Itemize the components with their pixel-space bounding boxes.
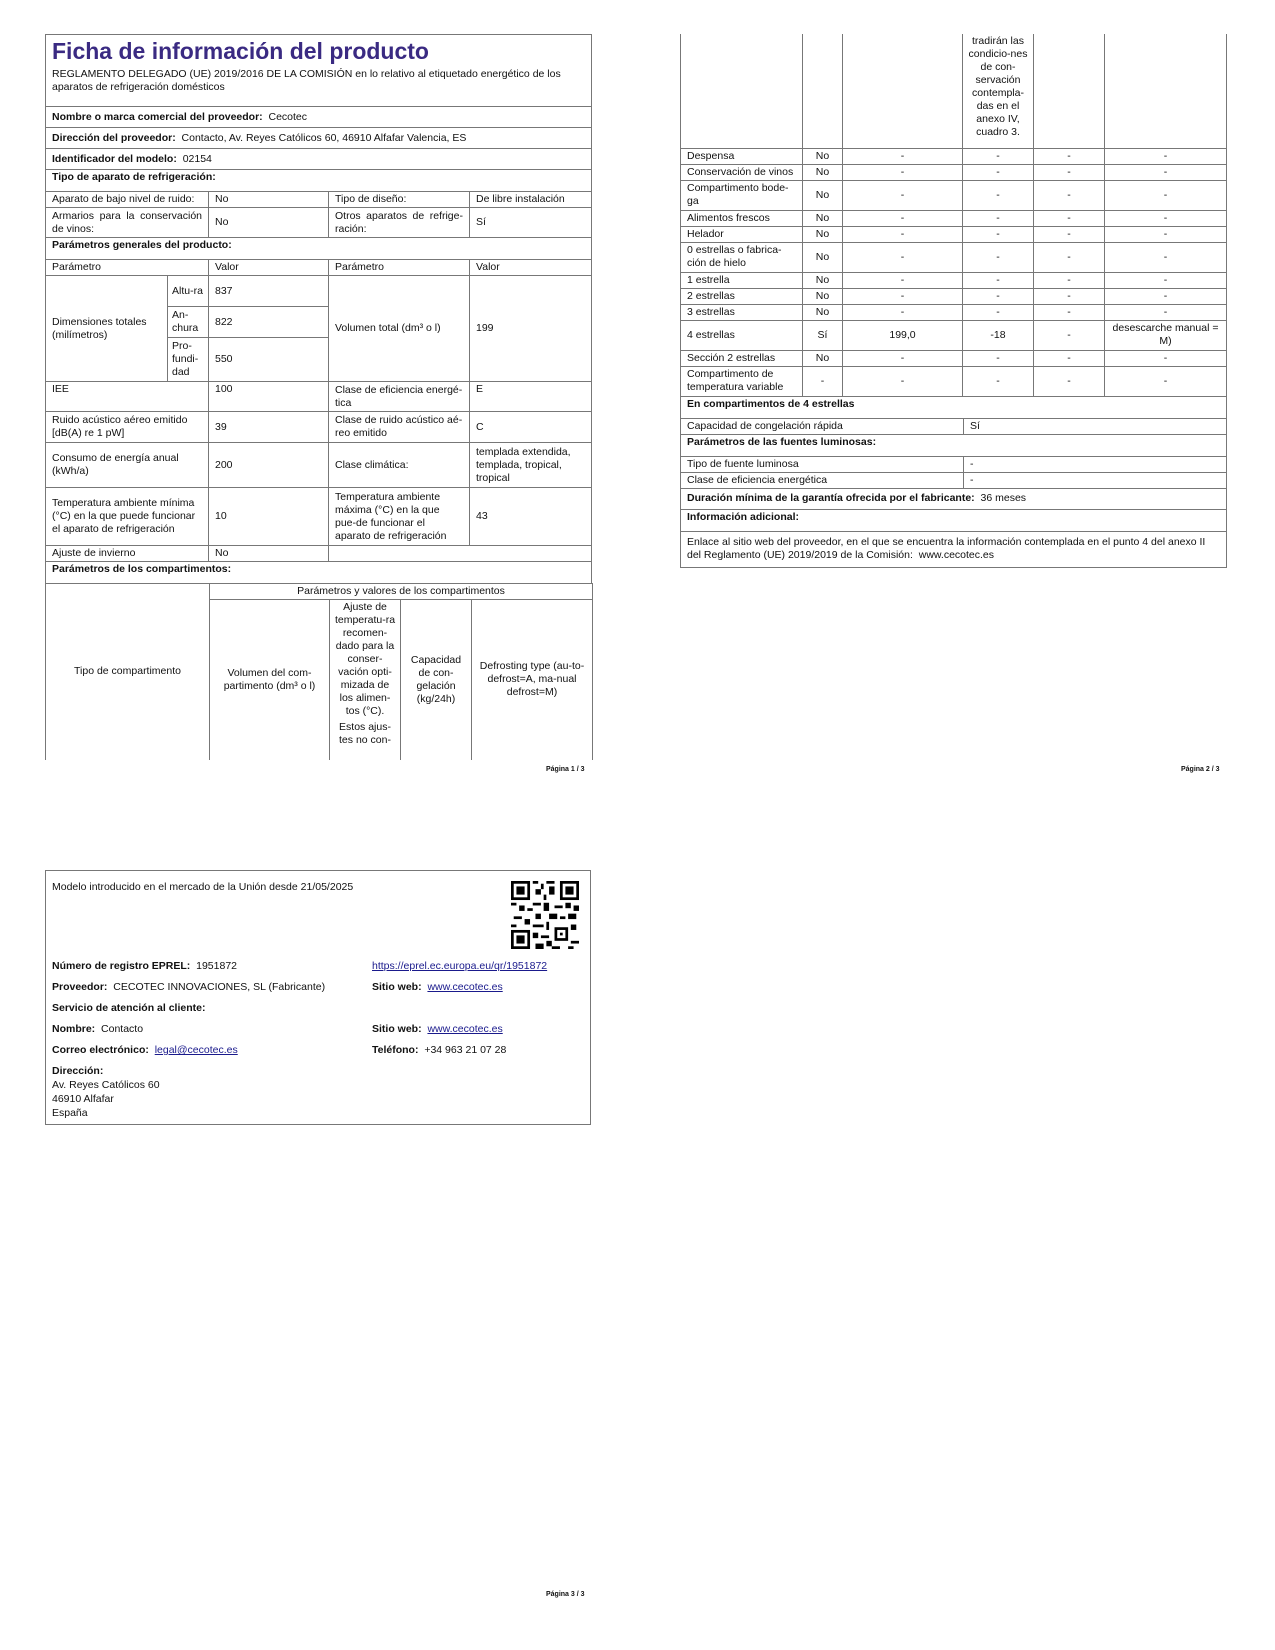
address-value: Contacto, Av. Reyes Católicos 60, 46910 Alfafar Valencia, ES — [181, 131, 467, 144]
compartment-volume: - — [843, 210, 963, 226]
other-label: Otros aparatos de refrige-ración: — [329, 208, 470, 238]
fast-freeze-label: Capacidad de congelación rápida — [681, 418, 964, 434]
compartment-temp: - — [963, 304, 1034, 320]
table-row — [681, 148, 1227, 164]
table-row — [681, 272, 1227, 288]
compartment-freeze: - — [1034, 366, 1105, 396]
col-freeze-header: Capacidad de con-gelación (kg/24h) — [401, 600, 472, 760]
compartment-temp: - — [963, 242, 1034, 272]
min-temp-value: 10 — [209, 488, 329, 546]
general-header: Parámetros generales del producto: — [46, 238, 592, 260]
compartment-name: 4 estrellas — [681, 320, 803, 350]
compartment-present: Sí — [803, 320, 843, 350]
compartment-defrost: - — [1105, 304, 1227, 320]
compartment-name: Sección 2 estrellas — [681, 350, 803, 366]
compartment-temp: - — [963, 164, 1034, 180]
compartment-name: 1 estrella — [681, 272, 803, 288]
web2-label: Sitio web: — [372, 1023, 422, 1035]
depth-label: Pro-fundi-dad — [168, 338, 209, 382]
compartment-present: No — [803, 350, 843, 366]
warranty-row — [681, 488, 1227, 509]
warranty-label: Duración mínima de la garantía ofrecida por el fabricante: — [687, 492, 975, 504]
compartment-temp: - — [963, 210, 1034, 226]
table-row — [681, 320, 1227, 350]
compartment-defrost: - — [1105, 180, 1227, 210]
compartment-header-table — [45, 583, 593, 760]
noise-value: 39 — [209, 412, 329, 443]
dir-label: Dirección: — [52, 1065, 104, 1077]
page-1 — [45, 34, 591, 760]
web-row — [372, 981, 503, 994]
web-link[interactable]: www.cecotec.es — [427, 981, 503, 993]
compartment-volume: - — [843, 366, 963, 396]
web-label: Sitio web: — [372, 981, 422, 993]
table-row — [681, 164, 1227, 180]
noise-label: Ruido acústico aéreo emitido [dB(A) re 1 pW] — [46, 412, 209, 443]
model-row — [46, 149, 592, 170]
comp-params-label: Parámetros y valores de los compartimentos — [210, 584, 593, 600]
depth-value: 550 — [209, 338, 329, 382]
page-2 — [680, 34, 1226, 568]
dims-label: Dimensiones totales (milímetros) — [46, 276, 168, 382]
phone-value: +34 963 21 07 28 — [424, 1044, 507, 1056]
compartment-temp: - — [963, 180, 1034, 210]
compartment-volume: - — [843, 164, 963, 180]
service-label: Servicio de atención al cliente: — [52, 1002, 206, 1014]
max-temp-value: 43 — [470, 488, 592, 546]
height-value: 837 — [209, 276, 329, 307]
iee-value: 100 — [209, 382, 329, 412]
provider-row — [52, 981, 325, 994]
dir-line-1: Av. Reyes Católicos 60 — [52, 1079, 160, 1091]
compartment-defrost: - — [1105, 288, 1227, 304]
compartment-volume: - — [843, 304, 963, 320]
noise-class-value: C — [470, 412, 592, 443]
extra-url: www.cecotec.es — [918, 549, 995, 561]
fast-freeze-value: Sí — [964, 418, 1227, 434]
compartment-present: No — [803, 164, 843, 180]
phone-label: Teléfono: — [372, 1044, 419, 1056]
compartment-volume: - — [843, 272, 963, 288]
compartment-present: No — [803, 226, 843, 242]
table-row — [681, 350, 1227, 366]
four-star-header: En compartimentos de 4 estrellas — [681, 396, 1227, 418]
compartment-volume: - — [843, 242, 963, 272]
light-class-value: - — [964, 472, 1227, 488]
compartment-volume: - — [843, 148, 963, 164]
address-label: Dirección del proveedor: — [52, 131, 176, 144]
compartment-freeze: - — [1034, 288, 1105, 304]
wine-label: Armarios para la conservación de vinos: — [46, 208, 209, 238]
comp-type-label: Tipo de compartimento — [46, 584, 210, 760]
winter-value: No — [209, 546, 329, 562]
compartment-freeze: - — [1034, 350, 1105, 366]
compartment-name: Despensa — [681, 148, 803, 164]
compartment-volume: 199,0 — [843, 320, 963, 350]
dir-line-2: 46910 Alfafar — [52, 1093, 114, 1105]
compartment-name: Compartimento de temperatura variable — [681, 366, 803, 396]
compartment-defrost: desescarche manual = M) — [1105, 320, 1227, 350]
compartment-present: No — [803, 210, 843, 226]
table-row — [681, 288, 1227, 304]
market-text: Modelo introducido en el mercado de la Unión desde 21/05/2025 — [52, 881, 354, 893]
compartment-temp: - — [963, 148, 1034, 164]
compartment-freeze: - — [1034, 164, 1105, 180]
web2-row — [372, 1023, 503, 1036]
provider-label: Proveedor: — [52, 981, 108, 993]
value-col-header-2: Valor — [470, 260, 592, 276]
compartment-freeze: - — [1034, 304, 1105, 320]
compartment-volume: - — [843, 180, 963, 210]
extra-text: Enlace al sitio web del proveedor, en el que se encuentra la información contemplada en el punto 4 del anexo II del Reglamento (UE) 2019/2019 de la Comisión: — [687, 536, 1206, 561]
compartment-present: No — [803, 148, 843, 164]
model-label: Identificador del modelo: — [52, 152, 177, 165]
supplier-value: Cecotec — [268, 110, 308, 123]
wine-value: No — [209, 208, 329, 238]
eprel-box — [45, 870, 591, 1125]
table-row — [681, 226, 1227, 242]
light-type-value: - — [964, 456, 1227, 472]
climate-label: Clase climática: — [329, 443, 470, 488]
compartment-defrost: - — [1105, 242, 1227, 272]
compartment-temp: -18 — [963, 320, 1034, 350]
compartment-temp: - — [963, 288, 1034, 304]
compartment-defrost: - — [1105, 366, 1227, 396]
compartment-freeze: - — [1034, 148, 1105, 164]
comp-header: Parámetros de los compartimentos: — [46, 562, 592, 584]
compartment-name: Compartimento bode-ga — [681, 180, 803, 210]
phone-row — [372, 1044, 506, 1057]
table-row — [681, 242, 1227, 272]
compartment-freeze: - — [1034, 226, 1105, 242]
design-label: Tipo de diseño: — [329, 192, 470, 208]
page-number-2: Página 2 / 3 — [1181, 766, 1220, 773]
compartment-name: 2 estrellas — [681, 288, 803, 304]
page-title: Ficha de información del producto — [52, 38, 429, 64]
low-noise-value: No — [209, 192, 329, 208]
compartment-freeze: - — [1034, 210, 1105, 226]
height-label: Altu-ra — [168, 276, 209, 307]
supplier-label: Nombre o marca comercial del proveedor: — [52, 110, 263, 123]
compartment-present: - — [803, 366, 843, 396]
compartment-name: Helador — [681, 226, 803, 242]
compartment-defrost: - — [1105, 210, 1227, 226]
volume-label: Volumen total (dm³ o l) — [329, 276, 470, 382]
max-temp-label: Temperatura ambiente máxima (°C) en la que pue-de funcionar el aparato de refrigeración — [329, 488, 470, 546]
light-class-label: Clase de eficiencia energética — [681, 472, 964, 488]
eprel-value: 1951872 — [196, 960, 238, 972]
eprel-label: Número de registro EPREL: — [52, 960, 191, 972]
compartment-temp: - — [963, 272, 1034, 288]
other-value: Sí — [470, 208, 592, 238]
qr-code[interactable] — [511, 881, 579, 949]
width-label: An-chura — [168, 307, 209, 338]
compartments-table — [680, 34, 1227, 397]
compartment-name: 0 estrellas o fabrica-ción de hielo — [681, 242, 803, 272]
eff-label: Clase de eficiencia energé-tica — [329, 382, 470, 412]
compartment-defrost: - — [1105, 148, 1227, 164]
compartment-defrost: - — [1105, 350, 1227, 366]
product-info-table — [45, 34, 592, 584]
compartment-defrost: - — [1105, 272, 1227, 288]
table-row — [681, 304, 1227, 320]
light-header: Parámetros de las fuentes luminosas: — [681, 434, 1227, 456]
col-defrost-header: Defrosting type (au-to-defrost=A, ma-nual defrost=M) — [472, 600, 593, 760]
supplier-row — [46, 107, 592, 128]
noise-class-label: Clase de ruido acústico aé-reo emitido — [329, 412, 470, 443]
email-link[interactable]: legal@cecotec.es — [154, 1044, 238, 1056]
min-temp-label: Temperatura ambiente mínima (°C) en la que puede funcionar el aparato de refrigeración — [46, 488, 209, 546]
name-value: Contacto — [101, 1023, 144, 1035]
design-value: De libre instalación — [470, 192, 592, 208]
email-row — [52, 1044, 238, 1057]
compartment-present: No — [803, 242, 843, 272]
param-col-header: Parámetro — [46, 260, 209, 276]
eprel-row — [52, 960, 237, 973]
climate-value: templada extendida, templada, tropical, tropical — [470, 443, 592, 488]
energy-label: Consumo de energía anual (kWh/a) — [46, 443, 209, 488]
param-col-header-2: Parámetro — [329, 260, 470, 276]
eprel-link[interactable]: https://eprel.ec.europa.eu/qr/1951872 — [372, 960, 548, 972]
table-row — [681, 210, 1227, 226]
extra-info-table — [680, 396, 1227, 568]
width-value: 822 — [209, 307, 329, 338]
energy-value: 200 — [209, 443, 329, 488]
compartment-volume: - — [843, 288, 963, 304]
compartment-rows — [681, 148, 1227, 396]
model-value: 02154 — [182, 152, 212, 165]
compartment-present: No — [803, 304, 843, 320]
compartment-name: 3 estrellas — [681, 304, 803, 320]
dir-line-3: España — [52, 1107, 88, 1119]
warranty-value: 36 meses — [980, 492, 1027, 504]
compartment-freeze: - — [1034, 242, 1105, 272]
compartment-defrost: - — [1105, 226, 1227, 242]
compartment-volume: - — [843, 226, 963, 242]
compartment-freeze: - — [1034, 320, 1105, 350]
email-label: Correo electrónico: — [52, 1044, 149, 1056]
name-label: Nombre: — [52, 1023, 96, 1035]
winter-label: Ajuste de invierno — [46, 546, 209, 562]
compartment-temp: - — [963, 226, 1034, 242]
table-row — [681, 180, 1227, 210]
col-temp-text: Ajuste de temperatu-ra recomen-dado para la conser-vación opti-mizada de los alimen-tos (°C). — [334, 601, 396, 717]
compartment-present: No — [803, 180, 843, 210]
table-row — [681, 366, 1227, 396]
eff-value: E — [470, 382, 592, 412]
compartment-freeze: - — [1034, 180, 1105, 210]
extra-text-cell — [681, 531, 1227, 567]
value-col-header: Valor — [209, 260, 329, 276]
regulation-text: REGLAMENTO DELEGADO (UE) 2019/2016 DE LA COMISIÓN en lo relativo al etiquetado energético de los aparatos de refrigeración domésticos — [52, 68, 561, 93]
compartment-present: No — [803, 272, 843, 288]
compartment-temp: - — [963, 366, 1034, 396]
address-row — [46, 128, 592, 149]
compartment-volume: - — [843, 350, 963, 366]
type-header: Tipo de aparato de refrigeración: — [46, 170, 592, 192]
col-volume-header: Volumen del com-partimento (dm³ o l) — [210, 600, 330, 760]
compartment-name: Alimentos frescos — [681, 210, 803, 226]
col-temp-cont: Estos ajus-tes no con- — [339, 721, 391, 746]
compartment-temp: - — [963, 350, 1034, 366]
extra-header: Información adicional: — [681, 509, 1227, 531]
compartment-name: Conservación de vinos — [681, 164, 803, 180]
volume-value: 199 — [470, 276, 592, 382]
name-row — [52, 1023, 143, 1036]
compartment-present: No — [803, 288, 843, 304]
page-number-3: Página 3 / 3 — [546, 1591, 585, 1598]
temp-note-cont: tradirán las condicio-nes de con-servación contempla-das en el anexo IV, cuadro 3. — [963, 34, 1034, 148]
low-noise-label: Aparato de bajo nivel de ruido: — [46, 192, 209, 208]
page-number-1: Página 1 / 3 — [546, 766, 585, 773]
compartment-defrost: - — [1105, 164, 1227, 180]
provider-value: CECOTEC INNOVACIONES, SL (Fabricante) — [113, 981, 326, 993]
col-temp-header — [330, 600, 401, 760]
web2-link[interactable]: www.cecotec.es — [427, 1023, 503, 1035]
iee-label: IEE — [46, 382, 209, 412]
compartment-freeze: - — [1034, 272, 1105, 288]
light-type-label: Tipo de fuente luminosa — [681, 456, 964, 472]
